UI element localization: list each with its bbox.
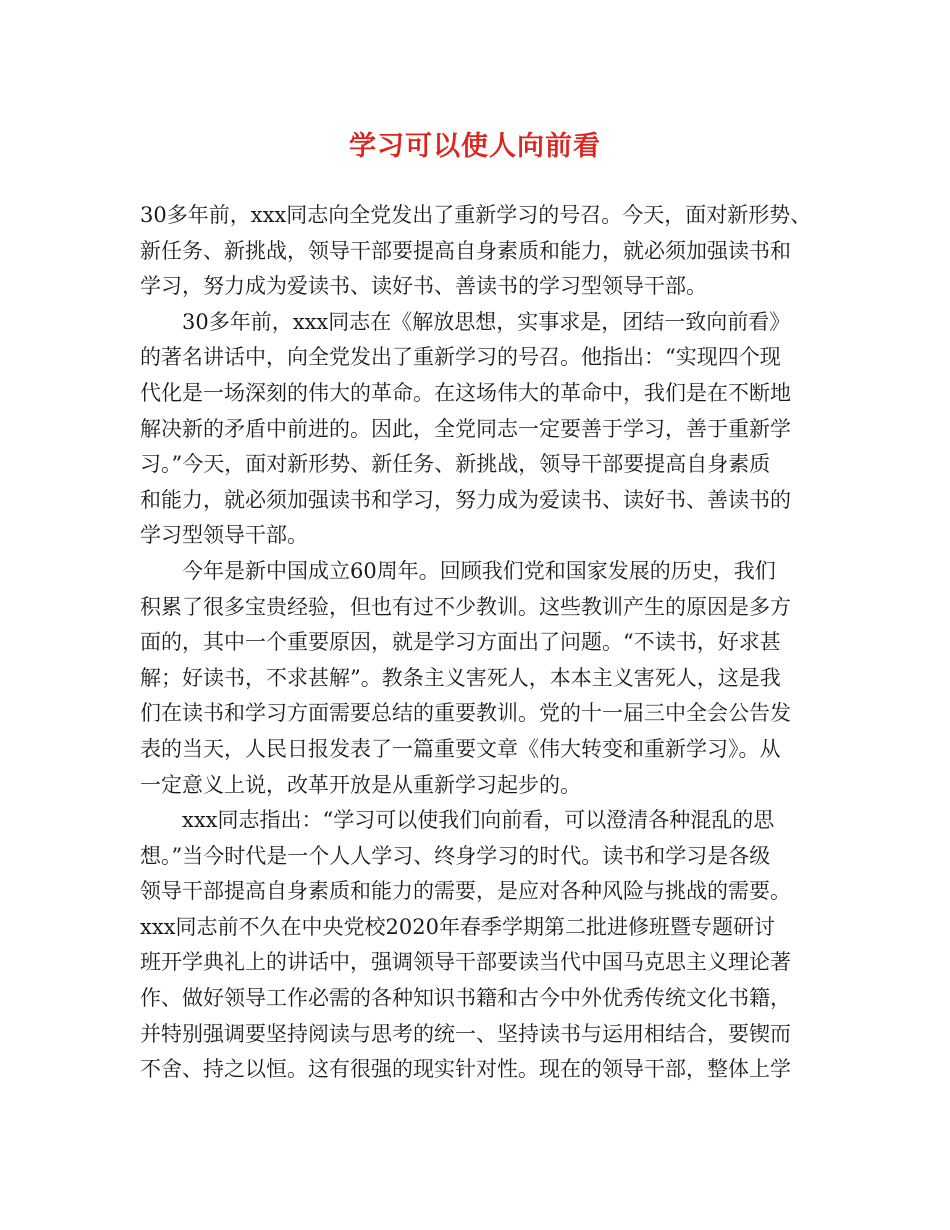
text-line: 一定意义上说，改革开放是从重新学习起步的。 bbox=[140, 772, 581, 797]
text-line: 解决新的矛盾中前进的。因此，全党同志一定要善于学习，善于重新学 bbox=[140, 416, 791, 441]
text-line: 作、做好领导工作必需的各种知识书籍和古今中外优秀传统文化书籍， bbox=[140, 986, 791, 1011]
text-line: 和能力，就必须加强读书和学习，努力成为爱读书、读好书、善读书的 bbox=[140, 487, 791, 512]
document-body bbox=[140, 198, 830, 1088]
text-line: 新任务、新挑战，领导干部要提高自身素质和能力，就必须加强读书和 bbox=[140, 238, 791, 263]
text-line: 不舍、持之以恒。这有很强的现实针对性。现在的领导干部，整体上学 bbox=[140, 1057, 791, 1082]
text-line: 班开学典礼上的讲话中，强调领导干部要读当代中国马克思主义理论著 bbox=[140, 950, 791, 975]
text-line: 面的，其中一个重要原因，就是学习方面出了问题。“不读书，好求甚 bbox=[140, 630, 781, 655]
paragraph-first-line: 30多年前，xxx同志在《解放思想，实事求是，团结一致向前看》 bbox=[182, 309, 791, 334]
text-line: 习。”今天，面对新形势、新任务、新挑战，领导干部要提高自身素质 bbox=[140, 452, 771, 477]
paragraph-first-line: 今年是新中国成立60周年。回顾我们党和国家发展的历史，我们 bbox=[182, 558, 776, 583]
paragraph-first-line: xxx同志指出：“学习可以使我们向前看，可以澄清各种混乱的思 bbox=[182, 808, 775, 833]
text-line: 学习，努力成为爱读书、读好书、善读书的学习型领导干部。 bbox=[140, 274, 707, 299]
text-line: xxx同志前不久在中央党校2020年春季学期第二批进修班暨专题研讨 bbox=[140, 914, 775, 939]
text-line: 表的当天，人民日报发表了一篇重要文章《伟大转变和重新学习》。从 bbox=[140, 736, 781, 761]
document-title: 学习可以使人向前看 bbox=[349, 131, 601, 162]
text-line: 领导干部提高自身素质和能力的需要，是应对各种风险与挑战的需要。 bbox=[140, 879, 791, 904]
text-line: 的著名讲话中，向全党发出了重新学习的号召。他指出：“实现四个现 bbox=[140, 345, 781, 370]
text-line: 积累了很多宝贵经验，但也有过不少教训。这些教训产生的原因是多方 bbox=[140, 594, 791, 619]
text-line: 想。”当今时代是一个人人学习、终身学习的时代。读书和学习是各级 bbox=[140, 843, 771, 868]
text-line: 30多年前，xxx同志向全党发出了重新学习的号召。今天，面对新形势、 bbox=[140, 203, 812, 227]
text-line: 并特别强调要坚持阅读与思考的统一、坚持读书与运用相结合，要锲而 bbox=[140, 1021, 791, 1046]
text-line: 们在读书和学习方面需要总结的重要教训。党的十一届三中全会公告发 bbox=[140, 701, 791, 726]
text-line: 代化是一场深刻的伟大的革命。在这场伟大的革命中，我们是在不断地 bbox=[140, 380, 791, 405]
text-line: 解；好读书，不求甚解”。教条主义害死人，本本主义害死人，这是我 bbox=[140, 665, 781, 690]
text-line: 学习型领导干部。 bbox=[140, 523, 308, 548]
